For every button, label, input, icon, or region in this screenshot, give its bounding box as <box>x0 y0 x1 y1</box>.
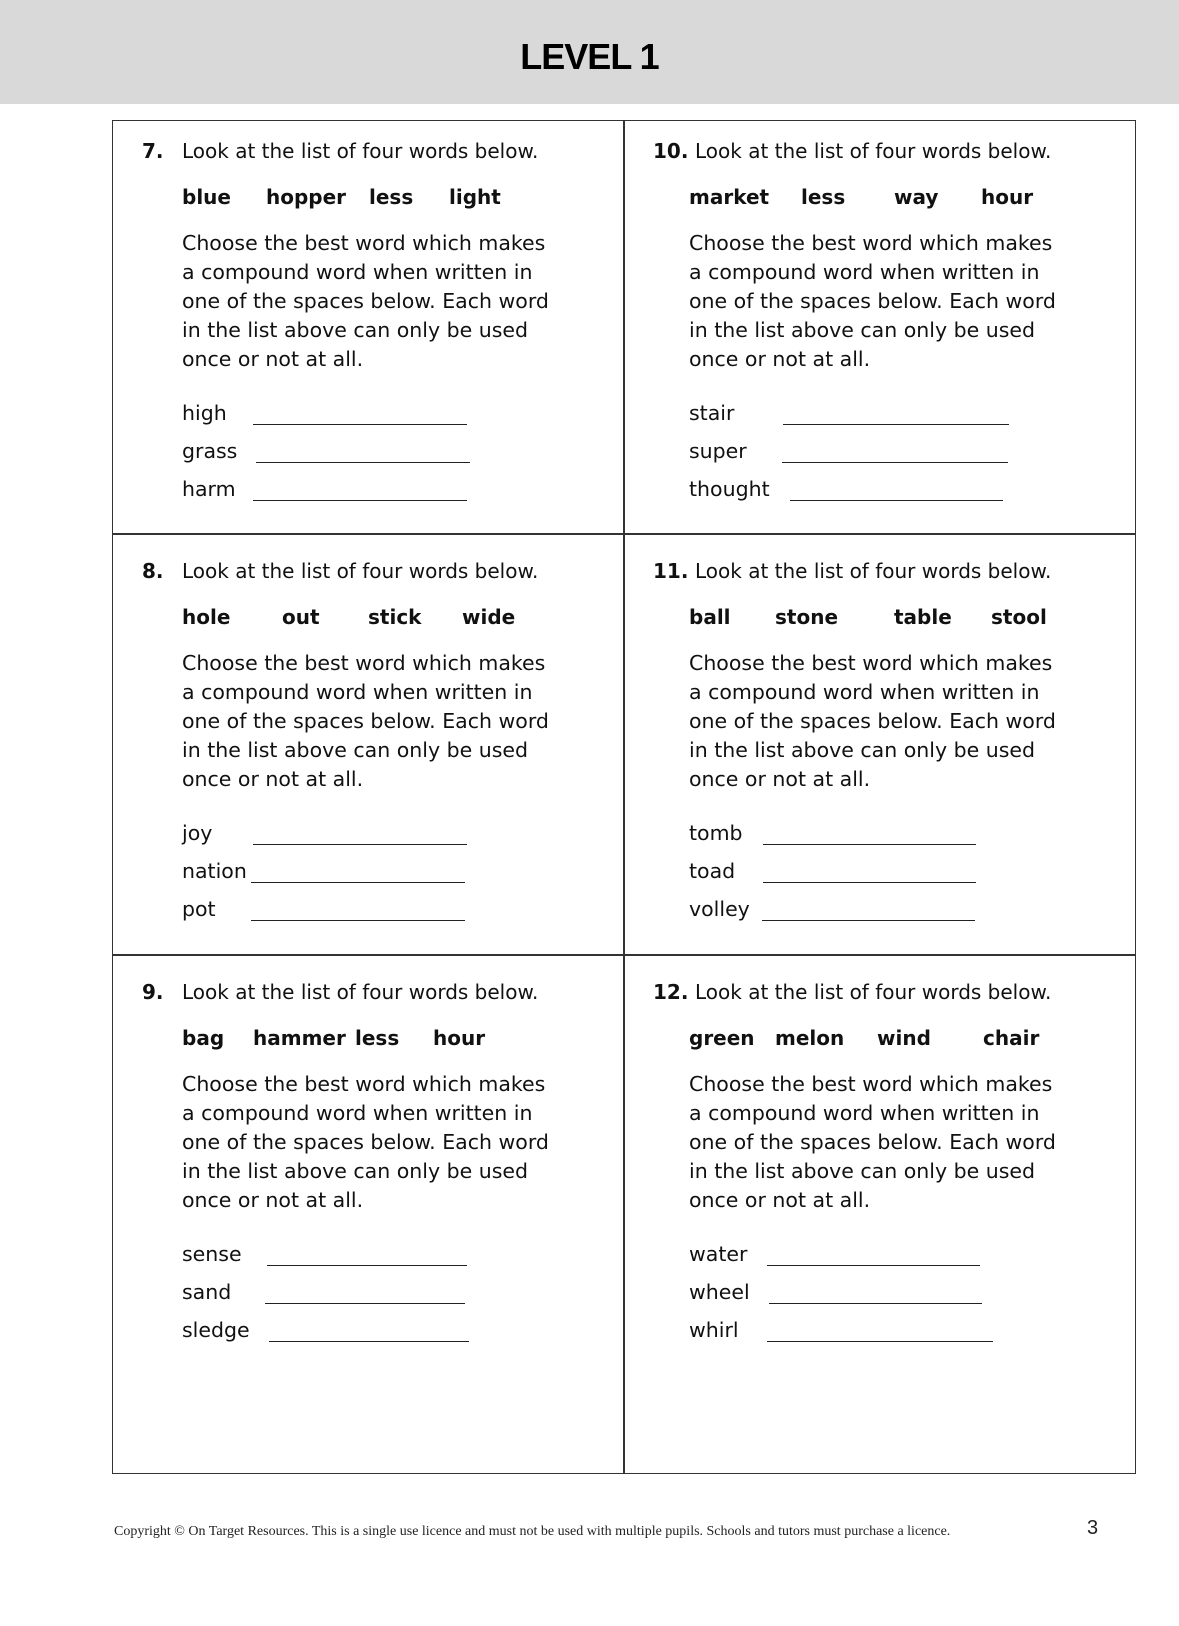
answer-blank[interactable] <box>267 1264 467 1266</box>
page-header <box>0 0 1179 104</box>
answer-row <box>182 439 482 477</box>
question-grid <box>112 120 1136 1474</box>
answer-row <box>182 401 482 439</box>
answer-stem: pot <box>182 897 216 921</box>
answer-stem: sledge <box>182 1318 250 1342</box>
question-number: 7. <box>142 139 164 163</box>
answer-stem: super <box>689 439 747 463</box>
answer-stem: sense <box>182 1242 242 1266</box>
answer-blank[interactable] <box>783 423 1009 425</box>
answer-blank[interactable] <box>253 499 467 501</box>
answer-list <box>182 821 482 935</box>
instructions: Choose the best word which makes a compound word when written in one of the spaces below. Each word in the list above can only be used once or not at all. <box>182 231 549 371</box>
question-prompt: Look at the list of four words below. <box>182 139 539 163</box>
answer-blank[interactable] <box>790 499 1003 501</box>
answer-row <box>689 821 1019 859</box>
question-prompt: Look at the list of four words below. <box>695 559 1052 583</box>
answer-blank[interactable] <box>763 843 976 845</box>
answer-blank[interactable] <box>253 843 467 845</box>
question-number: 11. <box>653 559 689 583</box>
answer-row <box>182 1318 482 1356</box>
instructions: Choose the best word which makes a compound word when written in one of the spaces below. Each word in the list above can only be used once or not at all. <box>182 1072 549 1212</box>
answer-list <box>182 401 482 515</box>
answer-list <box>689 401 1019 515</box>
answer-blank[interactable] <box>251 919 465 921</box>
answer-blank[interactable] <box>767 1340 993 1342</box>
question-number: 10. <box>653 139 689 163</box>
answer-row <box>689 439 1019 477</box>
answer-blank[interactable] <box>269 1340 469 1342</box>
word-option: less <box>355 1026 400 1050</box>
answer-stem: thought <box>689 477 770 501</box>
word-option: wind <box>877 1026 931 1050</box>
answer-list <box>182 1242 482 1356</box>
answer-stem: wheel <box>689 1280 750 1304</box>
instructions: Choose the best word which makes a compound word when written in one of the spaces below. Each word in the list above can only be used once or not at all. <box>689 231 1056 371</box>
answer-stem: grass <box>182 439 238 463</box>
word-option: less <box>369 185 414 209</box>
question-prompt: Look at the list of four words below. <box>695 980 1052 1004</box>
answer-row <box>689 1242 1019 1280</box>
answer-stem: sand <box>182 1280 232 1304</box>
word-option: hole <box>182 605 231 629</box>
word-option: hour <box>981 185 1034 209</box>
answer-row <box>689 897 1019 935</box>
answer-row <box>689 401 1019 439</box>
question-prompt: Look at the list of four words below. <box>182 980 539 1004</box>
word-option: hopper <box>266 185 347 209</box>
answer-blank[interactable] <box>763 881 976 883</box>
question-number: 8. <box>142 559 164 583</box>
answer-blank[interactable] <box>762 919 975 921</box>
question-number: 9. <box>142 980 164 1004</box>
instructions: Choose the best word which makes a compound word when written in one of the spaces below. Each word in the list above can only be used once or not at all. <box>689 651 1056 791</box>
answer-row <box>689 1280 1019 1318</box>
word-option: out <box>282 605 320 629</box>
word-option: table <box>894 605 952 629</box>
word-option: market <box>689 185 770 209</box>
column-divider <box>623 121 625 1473</box>
instructions: Choose the best word which makes a compound word when written in one of the spaces below. Each word in the list above can only be used once or not at all. <box>182 651 549 791</box>
answer-list <box>689 1242 1019 1356</box>
word-option: bag <box>182 1026 225 1050</box>
word-option: way <box>894 185 939 209</box>
instructions: Choose the best word which makes a compound word when written in one of the spaces below. Each word in the list above can only be used once or not at all. <box>689 1072 1056 1212</box>
answer-row <box>689 1318 1019 1356</box>
question-number: 12. <box>653 980 689 1004</box>
answer-blank[interactable] <box>265 1302 465 1304</box>
answer-stem: high <box>182 401 227 425</box>
answer-row <box>182 1280 482 1318</box>
answer-stem: stair <box>689 401 735 425</box>
word-option: wide <box>462 605 516 629</box>
answer-blank[interactable] <box>251 881 465 883</box>
word-option: stone <box>775 605 839 629</box>
page-title: LEVEL 1 <box>520 36 659 77</box>
word-option: stick <box>368 605 422 629</box>
answer-blank[interactable] <box>782 461 1008 463</box>
row-divider <box>113 533 1135 535</box>
word-option: ball <box>689 605 731 629</box>
answer-stem: joy <box>182 821 213 845</box>
answer-blank[interactable] <box>769 1302 982 1304</box>
answer-stem: nation <box>182 859 247 883</box>
answer-blank[interactable] <box>256 461 470 463</box>
answer-blank[interactable] <box>253 423 467 425</box>
word-option: green <box>689 1026 755 1050</box>
page-number: 3 <box>1087 1517 1099 1539</box>
word-option: hammer <box>253 1026 346 1050</box>
word-option: less <box>801 185 846 209</box>
copyright-notice: Copyright © On Target Resources. This is a single use licence and must not be used with multiple pupils. Schools and tutors must purchase a licence. <box>114 1524 951 1539</box>
question-prompt: Look at the list of four words below. <box>182 559 539 583</box>
answer-stem: volley <box>689 897 750 921</box>
word-option: blue <box>182 185 231 209</box>
question-prompt: Look at the list of four words below. <box>695 139 1052 163</box>
answer-row <box>182 859 482 897</box>
answer-stem: whirl <box>689 1318 739 1342</box>
answer-row <box>182 821 482 859</box>
answer-stem: harm <box>182 477 236 501</box>
answer-stem: toad <box>689 859 736 883</box>
answer-stem: tomb <box>689 821 743 845</box>
answer-row <box>689 477 1019 515</box>
word-option: light <box>449 185 501 209</box>
answer-blank[interactable] <box>767 1264 980 1266</box>
answer-row <box>182 477 482 515</box>
row-divider <box>113 954 1135 956</box>
word-option: chair <box>983 1026 1040 1050</box>
answer-row <box>182 1242 482 1280</box>
answer-row <box>182 897 482 935</box>
word-option: melon <box>775 1026 845 1050</box>
answer-list <box>689 821 1019 935</box>
answer-stem: water <box>689 1242 748 1266</box>
answer-row <box>689 859 1019 897</box>
word-option: stool <box>991 605 1047 629</box>
word-option: hour <box>433 1026 486 1050</box>
